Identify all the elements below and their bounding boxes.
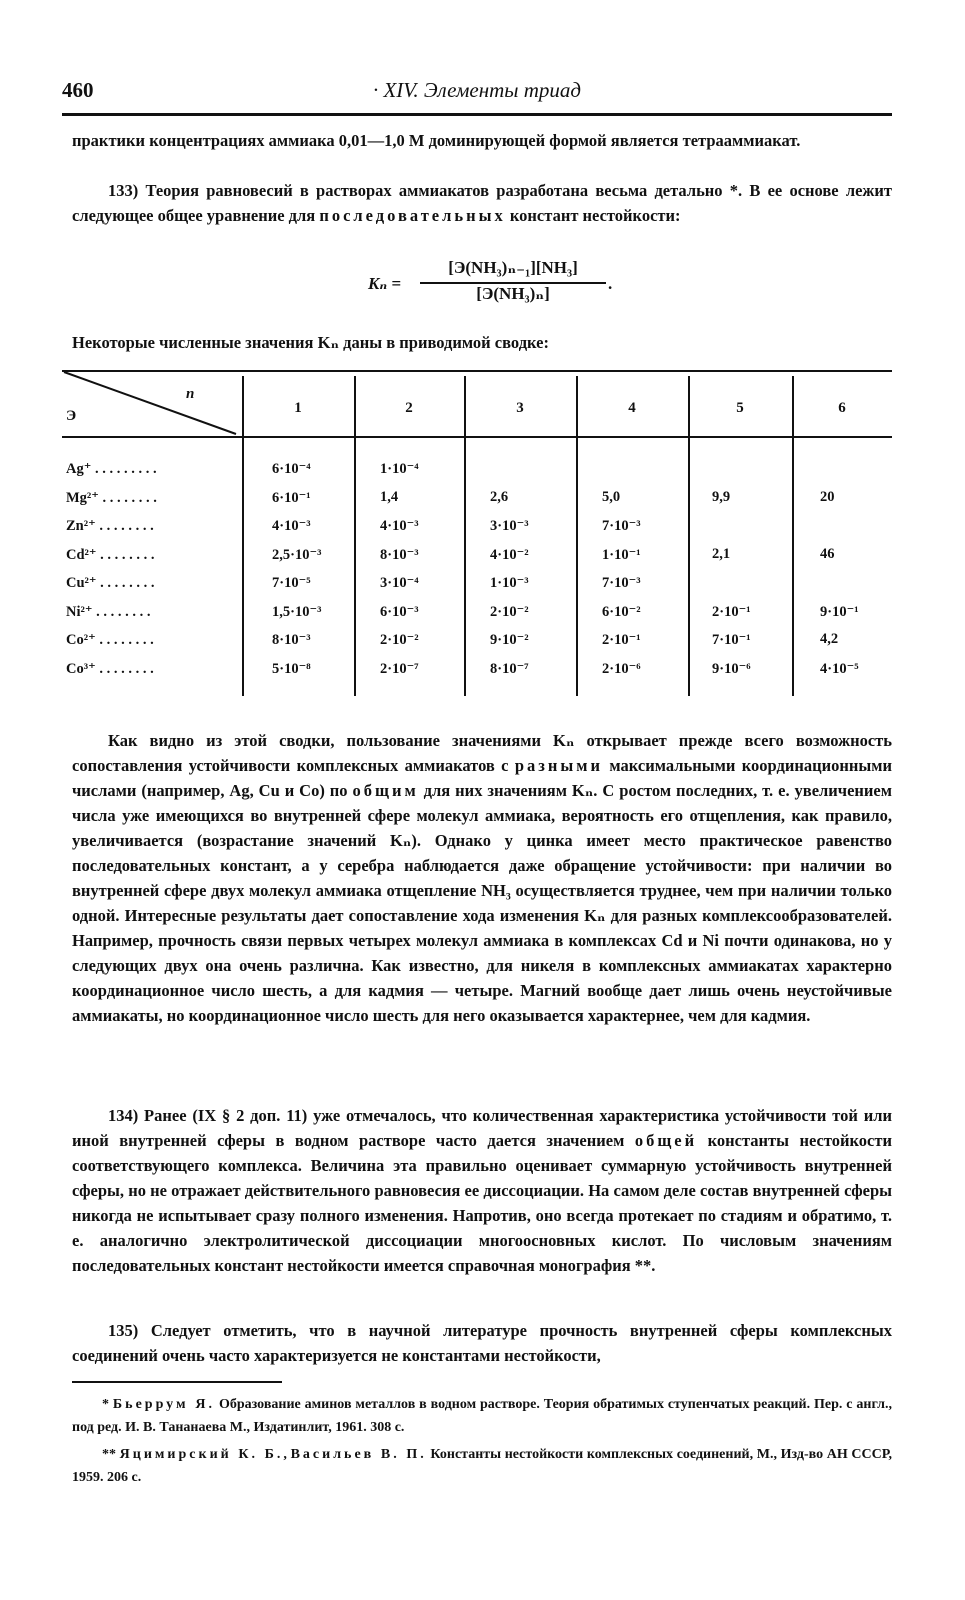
column-header-n-4: 4 <box>628 400 636 416</box>
formula-numerator: [Э(NH₃)ₙ₋₁][NH₃] <box>448 258 578 277</box>
table-intro: Некоторые численные значения Kₙ даны в приводимой сводке: <box>72 333 549 352</box>
paragraph-134 <box>72 1103 892 1278</box>
footnote-2-text: Константы нестойкости комплексных соединений, М., Изд-во АН СССР, 1959. 206 с. <box>72 1447 893 1485</box>
footnote-rule <box>72 1381 282 1383</box>
table-cell: 7·10⁻³ <box>602 518 641 534</box>
table-row-label: Co³⁺ . . . . . . . . <box>66 660 154 677</box>
emphasis-sequential: последовательных <box>319 206 506 225</box>
column-header-n-6: 6 <box>838 400 846 416</box>
column-header-n-3: 3 <box>516 400 524 416</box>
instability-constant-formula <box>368 258 668 314</box>
table-cell: 5,0 <box>602 488 621 505</box>
running-title: · XIV. Элементы триад <box>372 78 582 102</box>
footnote-1-author: Бьеррум Я. <box>112 1397 216 1412</box>
footnote-1-text: Образование аминов металлов в водном растворе. Теория обратимых ступенчатых реакций. Пер. с англ., под ред. И. В. Тананаева М., Издатинлит, 1961. 308 с. <box>72 1397 892 1435</box>
table-cell: 3·10⁻³ <box>490 518 529 534</box>
table-cell: 2·10⁻² <box>380 632 419 648</box>
running-head <box>62 78 892 112</box>
table-cell: 8·10⁻³ <box>380 546 419 563</box>
table-cell: 2·10⁻¹ <box>712 603 751 620</box>
header-n: n <box>186 386 195 402</box>
table-cell: 2·10⁻² <box>490 603 529 620</box>
formula-lhs: Kₙ = <box>368 274 402 293</box>
formula-denominator: [Э(NH₃)ₙ] <box>476 284 550 303</box>
table-cell: 4,2 <box>820 631 839 647</box>
footnote-1 <box>72 1393 892 1439</box>
header-diagonal-line <box>62 370 238 436</box>
table-cell: 7·10⁻¹ <box>712 632 751 648</box>
table-header-rule <box>62 436 892 438</box>
table-cell: 4·10⁻³ <box>272 518 311 534</box>
paragraph-discussion-c: для них значениям Kₙ. С ростом последних, т. е. увеличением числа уже имеющихся во внутренней сфере молекул аммиака, вероятность его отщепления, как правило, увеличивается (возрастание значений Kₙ). Однако у цинка имеет место практическое равенство последовательных констант, а у серебра наблюдается даже обращение устойчивости: при наличии во внутренней сфере двух молекул аммиака отщепление NH₃ осуществляется труднее, чем при наличии только одной. Интересные результаты дает сопоставление хода изменения Kₙ для разных комплексообразователей. Например, прочность связи первых четырех молекул аммиака в комплексах Cd и Ni почти одинакова, но у следующих двух она очень различна. Как известно, для никеля в комплексных аммиакатах характерно координационное число шесть, а для кадмия — четыре. Магний вообще дает лишь очень неустойчивые аммиакаты, но координационное число шесть для него оказывается характернее, чем для кадмия. <box>72 781 892 1025</box>
table-cell: 46 <box>820 545 835 562</box>
table-row-label: Co²⁺ . . . . . . . . <box>66 632 154 648</box>
footnote-2-separator: , <box>283 1447 291 1462</box>
table-cell: 7·10⁻³ <box>602 575 641 591</box>
table-cell: 2·10⁻¹ <box>602 632 641 648</box>
table-cell: 2,1 <box>712 545 731 562</box>
table-cell: 1·10⁻³ <box>490 575 529 591</box>
table-row-label: Zn²⁺ . . . . . . . . <box>66 518 154 534</box>
paragraph-discussion-b: максимальными координационными числами (например, Ag, Cu и Co) по <box>72 756 892 800</box>
paragraph-discussion-a: Как видно из этой сводки, пользование значениями Kₙ открывает прежде всего возможность сопоставления устойчивости комплексных аммиакатов с <box>72 731 892 775</box>
table-cell: 4·10⁻³ <box>380 518 419 534</box>
paragraph-134-a: 134) Ранее (IX § 2 доп. 11) уже отмечалось, что количественная характеристика устойчивости той или иной внутренней сферы в водном растворе часто дается значением <box>72 1106 892 1150</box>
table-cell: 1,5·10⁻³ <box>272 603 322 620</box>
table-cell: 1,4 <box>380 488 399 505</box>
table-cell: 8·10⁻³ <box>272 632 311 648</box>
table-column-divider <box>688 376 690 696</box>
emphasis-overall: общей <box>634 1131 698 1150</box>
header-element: Э <box>66 408 77 424</box>
table-cell: 1·10⁻⁴ <box>380 461 419 477</box>
formula-trail: . <box>608 274 613 293</box>
column-header-n-5: 5 <box>736 400 744 416</box>
instability-constants-table <box>62 370 892 700</box>
table-row-label: Ni²⁺ . . . . . . . . <box>66 603 151 620</box>
table-cell: 8·10⁻⁷ <box>490 660 529 677</box>
table-column-divider <box>464 376 466 696</box>
table-cell: 2,6 <box>490 488 509 505</box>
table-cell: 4·10⁻² <box>490 546 529 563</box>
table-cell: 6·10⁻¹ <box>272 489 311 506</box>
table-column-divider <box>354 376 356 696</box>
page-number: 460 <box>62 78 94 102</box>
table-row-label: Mg²⁺ . . . . . . . . <box>66 489 157 506</box>
footnote-2-author-1: Яцимирский К. Б. <box>119 1447 284 1462</box>
table-cell: 9,9 <box>712 488 731 505</box>
table-row-label: Cu²⁺ . . . . . . . . <box>66 575 155 591</box>
table-row-label: Ag⁺ . . . . . . . . . <box>66 461 157 477</box>
table-cell: 3·10⁻⁴ <box>380 575 419 591</box>
table-cell: 9·10⁻² <box>490 632 529 648</box>
table-cell: 9·10⁻¹ <box>820 603 859 620</box>
column-header-n-2: 2 <box>405 400 413 416</box>
table-cell: 6·10⁻⁴ <box>272 461 311 477</box>
paragraph-133-end: констант нестойкости: <box>505 206 681 225</box>
header-rule <box>62 113 892 116</box>
table-column-divider <box>242 376 244 696</box>
table-cell: 5·10⁻⁸ <box>272 660 311 677</box>
paragraph-133-start: 133) Теория равновесий в растворах аммиакатов разработана весьма детально *. В ее основе лежит следующее общее уравнение для <box>72 181 892 225</box>
table-column-divider <box>576 376 578 696</box>
emphasis-common: общим <box>352 781 419 800</box>
column-header-n-1: 1 <box>294 400 302 416</box>
footnote-2-author-2: Васильев В. П. <box>290 1447 427 1462</box>
footnote-2 <box>72 1443 892 1489</box>
table-cell: 2·10⁻⁷ <box>380 660 419 677</box>
paragraph-134-b: константы нестойкости соответствующего комплекса. Величина эта правильно оценивает суммарную устойчивость внутренней сферы, но не отражает действительного равновесия ее диссоциации. На самом деле состав внутренней сферы никогда не испытывает сразу полного изменения. Напротив, оно всегда протекает по стадиям и обратимо, т. е. аналогично электролитической диссоциации многоосновных кислот. По числовым значениям последовательных констант нестойкости имеется справочная монография **. <box>72 1131 892 1275</box>
emphasis-different: разными <box>514 756 604 775</box>
table-row-label: Cd²⁺ . . . . . . . . <box>66 546 155 563</box>
table-cell: 6·10⁻² <box>602 603 641 620</box>
table-cell: 7·10⁻⁵ <box>272 575 311 591</box>
paragraph-133 <box>72 178 892 228</box>
table-cell: 20 <box>820 488 835 505</box>
table-cell: 1·10⁻¹ <box>602 546 641 563</box>
table-cell: 6·10⁻³ <box>380 603 419 620</box>
table-cell: 4·10⁻⁵ <box>820 660 859 677</box>
table-column-divider <box>792 376 794 696</box>
footnote-2-marker: ** <box>102 1447 120 1462</box>
paragraph-discussion <box>72 728 892 1028</box>
paragraph-135: 135) Следует отметить, что в научной литературе прочность внутренней сферы комплексных соединений очень часто характеризуется не константами нестойкости, <box>72 1321 892 1365</box>
table-cell: 2,5·10⁻³ <box>272 546 322 563</box>
paragraph-continuation: практики концентрациях аммиака 0,01—1,0 М доминирующей формой является тетрааммиакат. <box>72 131 801 150</box>
footnote-1-marker: * <box>102 1397 113 1412</box>
table-cell: 2·10⁻⁶ <box>602 660 641 677</box>
table-cell: 9·10⁻⁶ <box>712 660 751 677</box>
